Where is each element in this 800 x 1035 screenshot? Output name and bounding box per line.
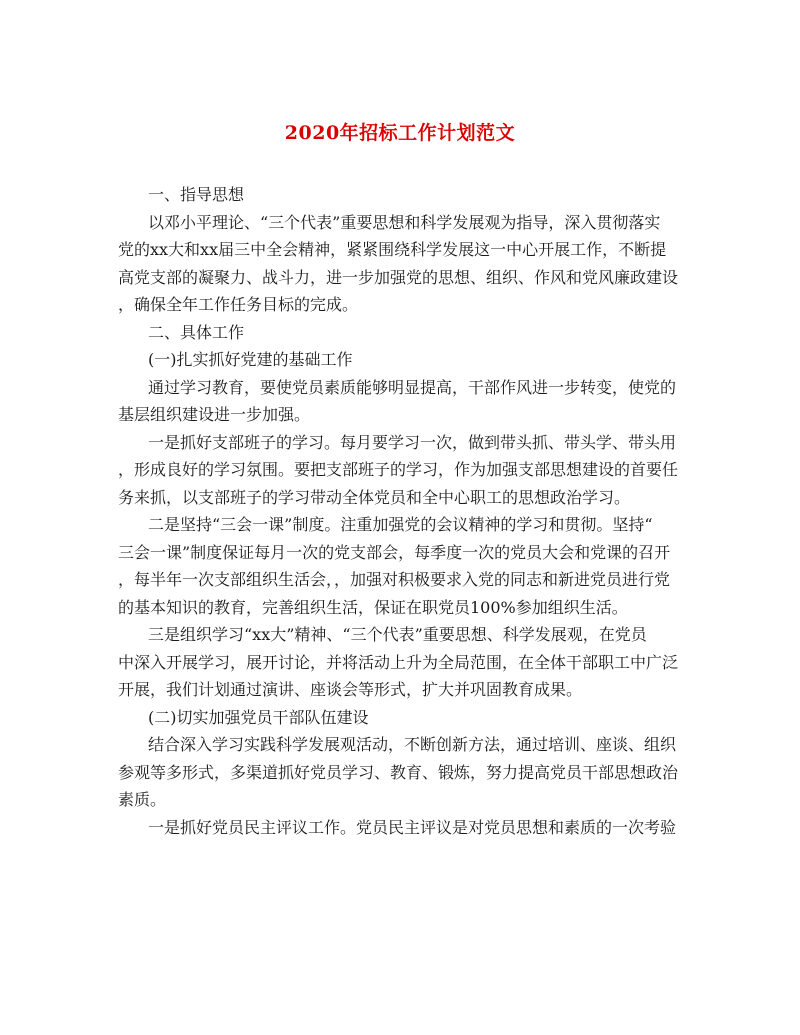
paragraph-line: 一是抓好党员民主评议工作。党员民主评议是对党员思想和素质的一次考验 <box>148 817 677 837</box>
paragraph-line: 三是组织学习“xx大”精神、“三个代表”重要思想、科学发展观，在党员 <box>148 625 647 644</box>
paragraph-line: 结合深入学习实践科学发展观活动，不断创新方法，通过培训、座谈、组织 <box>148 735 677 754</box>
section-heading: 一、指导思想 <box>148 185 245 204</box>
paragraph-line: 以邓小平理论、“三个代表”重要思想和科学发展观为指导，深入贯彻落实 <box>148 212 661 232</box>
paragraph-line: 党的xx大和xx届三中全会精神，紧紧围绕科学发展这一中心开展工作，不断提 <box>118 240 667 259</box>
paragraph-line: 中深入开展学习，展开讨论，并将活动上升为全局范围，在全体干部职工中广泛 <box>118 652 679 672</box>
paragraph-line: ，形成良好的学习氛围。要把支部班子的学习，作为加强支部思想建设的首要任 <box>118 460 679 479</box>
paragraph-line: 高党支部的凝聚力、战斗力，进一步加强党的思想、组织、作风和党风廉政建设 <box>118 267 679 287</box>
paragraph-line: 素质。 <box>118 790 167 809</box>
paragraph-line: 基层组织建设进一步加强。 <box>118 405 311 424</box>
section-heading: 二、具体工作 <box>148 322 245 342</box>
document-body <box>118 181 688 841</box>
paragraph-line: 参观等多形式，多渠道抓好党员学习、教育、锻炼，努力提高党员干部思想政治 <box>118 762 679 782</box>
paragraph-line: 一是抓好支部班子的学习。每月要学习一次，做到带头抓、带头学、带头用 <box>148 432 677 452</box>
subsection-heading: (二)切实加强党员干部队伍建设 <box>148 707 369 727</box>
subsection-heading: (一)扎实抓好党建的基础工作 <box>148 350 353 369</box>
paragraph-line: 三会一课”制度保证每月一次的党支部会，每季度一次的党员大会和党课的召开 <box>118 542 671 562</box>
paragraph-line: 通过学习教育，要使党员素质能够明显提高，干部作风进一步转变，使党的 <box>148 377 677 397</box>
paragraph-line: 二是坚持“三会一课”制度。注重加强党的会议精神的学习和贯彻。坚持“ <box>148 515 653 534</box>
paragraph-line: ，确保全年工作任务目标的完成。 <box>118 295 359 314</box>
paragraph-line: 的基本知识的教育，完善组织生活，保证在职党员100%参加组织生活。 <box>118 597 628 617</box>
paragraph-line: ，每半年一次支部组织生活会，，加强对积极要求入党的同志和新进党员进行党 <box>118 570 671 589</box>
paragraph-line: 开展，我们计划通过演讲、座谈会等形式，扩大并巩固教育成果。 <box>118 680 583 699</box>
paragraph-line: 务来抓，以支部班子的学习带动全体党员和全中心职工的思想政治学习。 <box>118 487 631 507</box>
document-title: 2020年招标工作计划范文 <box>284 122 516 144</box>
